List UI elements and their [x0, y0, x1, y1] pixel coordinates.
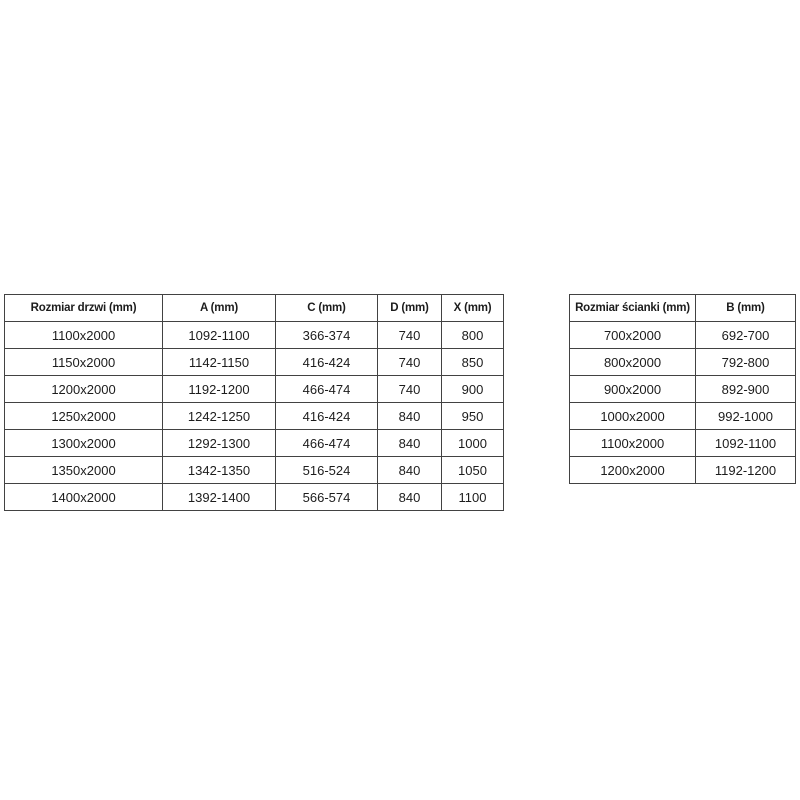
table-cell: 366-374 [276, 322, 378, 349]
table-row [5, 430, 504, 457]
column-header: Rozmiar ścianki (mm) [570, 295, 696, 322]
table-cell: 566-574 [276, 484, 378, 511]
door-size-table [4, 294, 504, 511]
table-row [5, 403, 504, 430]
column-header: B (mm) [696, 295, 796, 322]
table-cell: 1250x2000 [5, 403, 163, 430]
table-row [570, 403, 796, 430]
table-row [570, 349, 796, 376]
table-cell: 466-474 [276, 376, 378, 403]
table-cell: 1050 [442, 457, 504, 484]
table-cell: 840 [378, 403, 442, 430]
table-cell: 1150x2000 [5, 349, 163, 376]
table-cell: 800 [442, 322, 504, 349]
table-cell: 850 [442, 349, 504, 376]
table-cell: 1142-1150 [163, 349, 276, 376]
table-cell: 1000 [442, 430, 504, 457]
table-cell: 700x2000 [570, 322, 696, 349]
table-row [5, 376, 504, 403]
door-size-header-row [5, 295, 504, 322]
table-cell: 1192-1200 [696, 457, 796, 484]
table-cell: 1400x2000 [5, 484, 163, 511]
door-size-table-head [5, 295, 504, 322]
table-cell: 1200x2000 [570, 457, 696, 484]
table-cell: 1292-1300 [163, 430, 276, 457]
table-cell: 740 [378, 376, 442, 403]
column-header: C (mm) [276, 295, 378, 322]
table-row [5, 484, 504, 511]
table-cell: 416-424 [276, 403, 378, 430]
table-row [570, 322, 796, 349]
table-cell: 1342-1350 [163, 457, 276, 484]
column-header: Rozmiar drzwi (mm) [5, 295, 163, 322]
table-cell: 1100x2000 [5, 322, 163, 349]
table-cell: 840 [378, 484, 442, 511]
column-header: D (mm) [378, 295, 442, 322]
wall-size-header-row [570, 295, 796, 322]
table-cell: 1092-1100 [696, 430, 796, 457]
table-cell: 992-1000 [696, 403, 796, 430]
table-cell: 1092-1100 [163, 322, 276, 349]
table-row [5, 457, 504, 484]
table-cell: 1350x2000 [5, 457, 163, 484]
table-cell: 740 [378, 349, 442, 376]
table-cell: 892-900 [696, 376, 796, 403]
wall-size-table-body [570, 322, 796, 484]
table-cell: 900 [442, 376, 504, 403]
table-cell: 1100 [442, 484, 504, 511]
table-row [5, 349, 504, 376]
table-cell: 1200x2000 [5, 376, 163, 403]
table-cell: 1392-1400 [163, 484, 276, 511]
table-cell: 800x2000 [570, 349, 696, 376]
table-cell: 692-700 [696, 322, 796, 349]
table-cell: 1000x2000 [570, 403, 696, 430]
table-row [570, 376, 796, 403]
column-header: A (mm) [163, 295, 276, 322]
table-cell: 1242-1250 [163, 403, 276, 430]
table-cell: 416-424 [276, 349, 378, 376]
table-cell: 1300x2000 [5, 430, 163, 457]
wall-size-table [569, 294, 796, 484]
table-cell: 792-800 [696, 349, 796, 376]
wall-size-table-head [570, 295, 796, 322]
table-cell: 840 [378, 457, 442, 484]
table-cell: 900x2000 [570, 376, 696, 403]
column-header: X (mm) [442, 295, 504, 322]
table-cell: 466-474 [276, 430, 378, 457]
table-cell: 516-524 [276, 457, 378, 484]
table-cell: 1192-1200 [163, 376, 276, 403]
table-cell: 840 [378, 430, 442, 457]
table-row [570, 430, 796, 457]
table-cell: 1100x2000 [570, 430, 696, 457]
table-row [5, 322, 504, 349]
table-row [570, 457, 796, 484]
door-size-table-body [5, 322, 504, 511]
table-cell: 740 [378, 322, 442, 349]
table-cell: 950 [442, 403, 504, 430]
